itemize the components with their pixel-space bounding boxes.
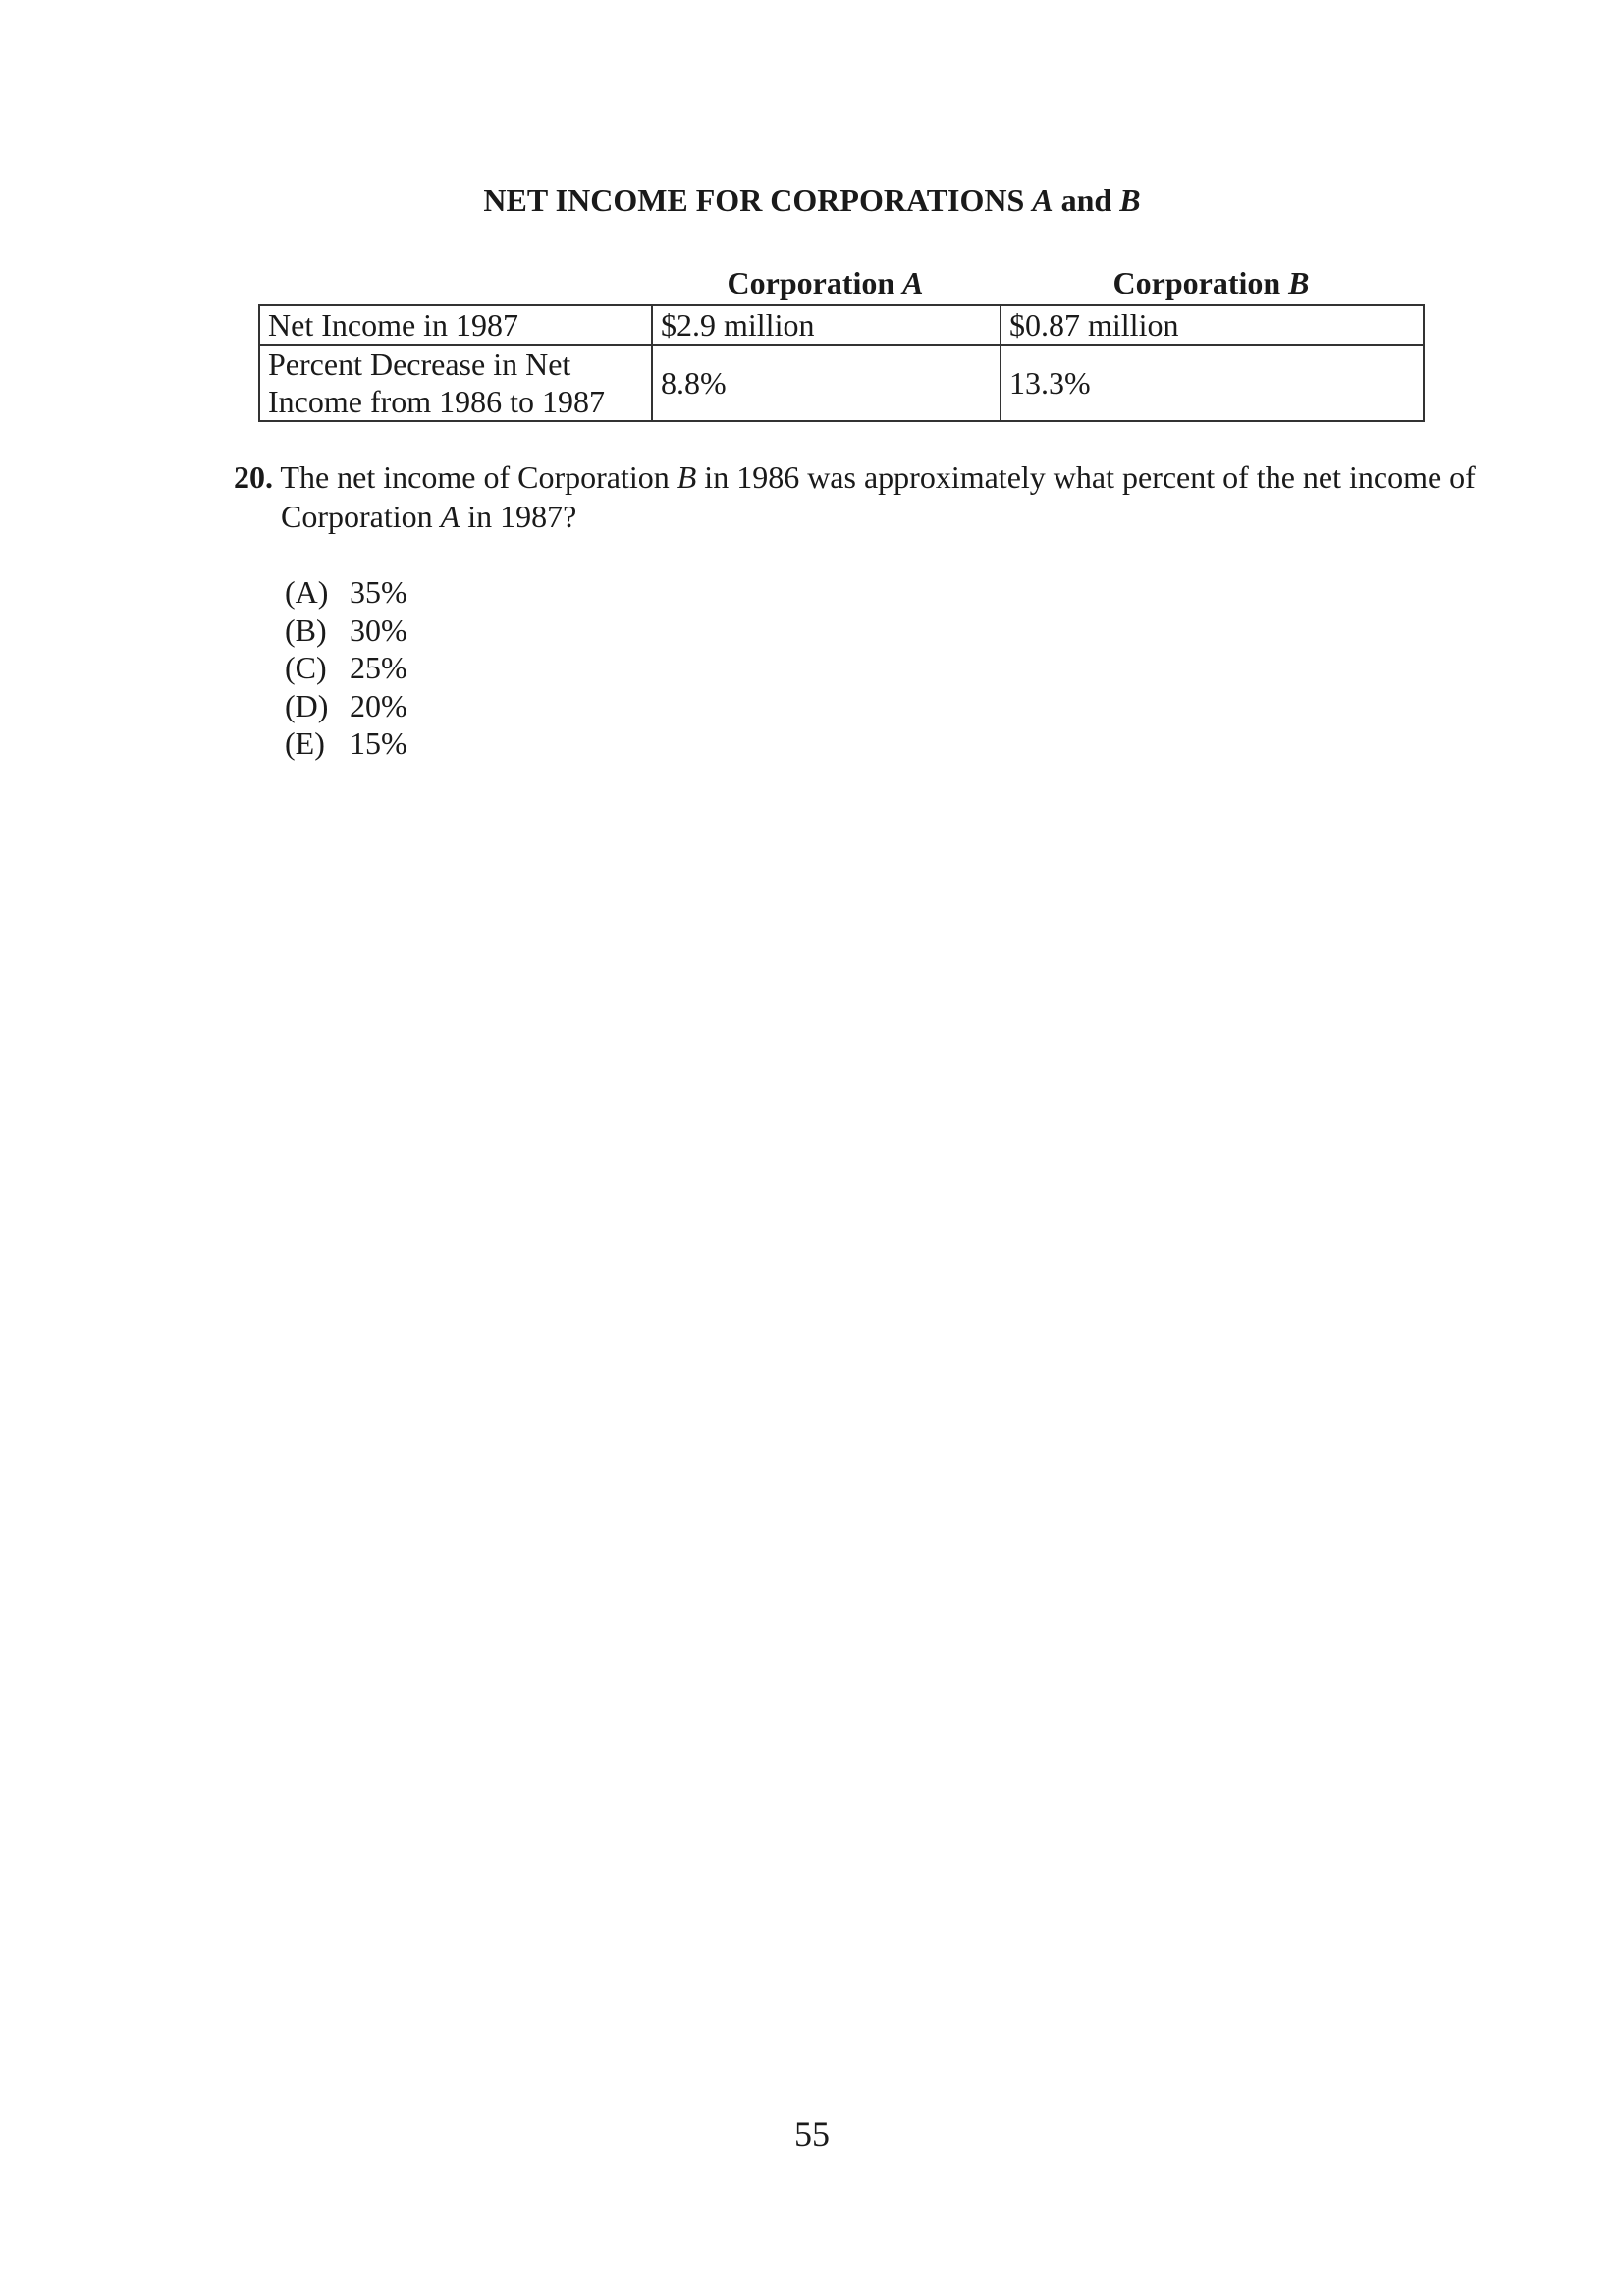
cell-corp-b: 13.3% [1001, 345, 1424, 421]
row-label-line: Percent Decrease in Net [268, 347, 571, 382]
row-label-line: Income from 1986 to 1987 [268, 384, 606, 419]
income-table-container [258, 265, 1423, 422]
answer-choice[interactable] [285, 612, 407, 650]
column-header-corp-a [651, 265, 1000, 301]
column-header-text: Corporation [1112, 265, 1289, 300]
question-text-part: in 1986 was approximately what percent of the net income of Corporation [281, 459, 1476, 534]
title-text: NET INCOME FOR CORPORATIONS [483, 183, 1033, 218]
choice-letter: (D) [285, 687, 329, 723]
title-var-b: B [1119, 183, 1141, 218]
answer-choice[interactable] [285, 573, 407, 612]
question-var: B [677, 459, 697, 495]
title-text-mid: and [1053, 183, 1120, 218]
choice-letter: (A) [285, 574, 329, 610]
answer-choice[interactable] [285, 687, 407, 725]
question-var: A [440, 499, 460, 534]
column-headers [258, 265, 1423, 304]
row-label: Net Income in 1987 [259, 305, 652, 345]
choice-text: 35% [350, 574, 407, 610]
choice-text: 15% [350, 725, 407, 761]
income-table [258, 304, 1425, 422]
title-var-a: A [1032, 183, 1054, 218]
cell-corp-a: 8.8% [652, 345, 1001, 421]
table-title [0, 183, 1624, 219]
table-row [259, 305, 1424, 345]
answer-choice[interactable] [285, 649, 407, 687]
answer-choice[interactable] [285, 724, 407, 763]
column-header-corp-b [1000, 265, 1423, 301]
table-row [259, 345, 1424, 421]
cell-corp-a: $2.9 million [652, 305, 1001, 345]
page-number: 55 [794, 2114, 830, 2154]
choice-letter: (E) [285, 725, 325, 761]
cell-corp-b: $0.87 million [1001, 305, 1424, 345]
question [234, 457, 1557, 536]
choice-text: 25% [350, 650, 407, 685]
column-header-text: Corporation [727, 265, 903, 300]
row-label [259, 345, 652, 421]
column-header-letter: B [1288, 265, 1310, 300]
column-header-letter: A [902, 265, 924, 300]
question-text-part: The net income of Corporation [280, 459, 677, 495]
question-number: 20. [234, 459, 273, 495]
choice-text: 30% [350, 612, 407, 648]
answer-choices [285, 573, 407, 763]
choice-text: 20% [350, 687, 407, 723]
choice-letter: (B) [285, 612, 327, 648]
question-text-part: in 1987? [460, 499, 577, 534]
choice-letter: (C) [285, 650, 327, 685]
question-text [280, 459, 1475, 534]
